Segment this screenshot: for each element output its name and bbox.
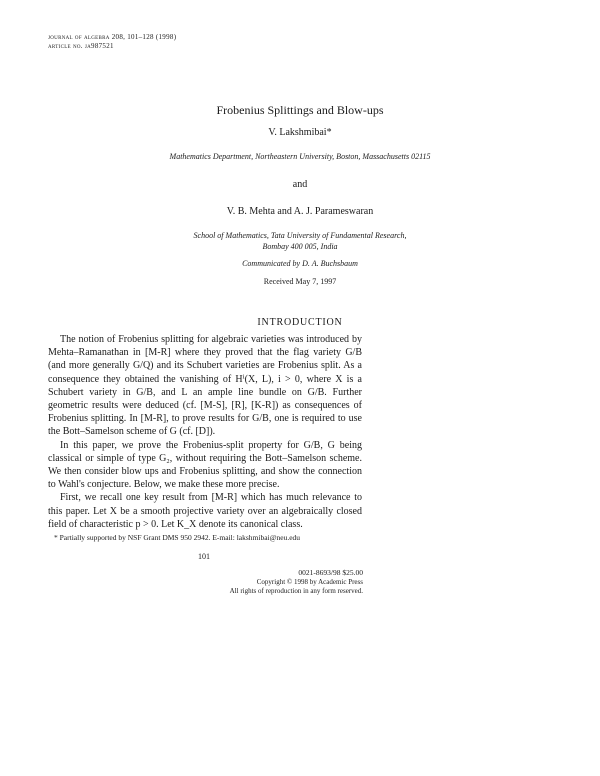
affiliation-2-line-1: School of Mathematics, Tata University of Fundamental Research,: [193, 231, 407, 240]
paragraph-1: The notion of Frobenius splitting for algebraic varieties was introduced by Mehta–Ramanathan in [M-R] where they proved that the flag variety G/B (and more generally G/Q) and its Schubert varieties are Frobenius split. As a consequence they obtained the vanishing of Hⁱ(X, L), i > 0, where X is a Schubert variety in G/B, and L an ample line bundle on G/B. Further geometric results were deduced (cf. [M-S], [R], [K-R]) as consequences of Frobenius splitting. In [M-R], to prove results for G/B, one is required to use the Bott–Samelson scheme of G (cf. [D]).: [48, 334, 362, 438]
author-1: V. Lakshmibai*: [268, 127, 332, 138]
copyright-block: [230, 578, 363, 596]
price-code: 0021-8693/98 $25.00: [298, 568, 363, 577]
paper-title: Frobenius Splittings and Blow-ups: [216, 103, 384, 117]
author-2: V. B. Mehta and A. J. Parameswaran: [226, 206, 374, 217]
journal-header: [48, 33, 176, 51]
footnote: * Partially supported by NSF Grant DMS 950 2942. E-mail: lakshmibai@neu.edu: [54, 533, 301, 542]
paragraph-3: First, we recall one key result from [M-R] which has much relevance to this paper. Let X be a smooth projective variety over an algebraically closed field of characteristic p > 0. Let K_X denote its canonical class.: [48, 492, 362, 530]
journal-citation: journal of algebra 208, 101–128 (1998): [48, 33, 177, 41]
received-date: Received May 7, 1997: [263, 277, 337, 286]
communicated-by: Communicated by D. A. Buchsbaum: [242, 259, 358, 268]
copyright-line-1: Copyright © 1998 by Academic Press: [256, 578, 363, 586]
affiliation-2-line-2: Bombay 400 005, India: [262, 242, 338, 251]
paragraph-2: In this paper, we prove the Frobenius-split property for G/B, G being classical or simple of type G₂, without requiring the Bott–Samelson scheme. We then consider blow ups and Frobenius splitting, and show the connection to Wahl's conjecture. Below, we make these more precise.: [48, 439, 362, 491]
conjunction-and: and: [292, 179, 308, 190]
copyright-line-2: All rights of reproduction in any form reserved.: [229, 587, 363, 595]
article-number: article no. ja987521: [48, 42, 114, 50]
body-text: [48, 333, 362, 531]
affiliation-1: Mathematics Department, Northeastern University, Boston, Massachusetts 02115: [169, 152, 431, 161]
section-heading: INTRODUCTION: [257, 317, 343, 328]
page-number: 101: [198, 552, 210, 561]
